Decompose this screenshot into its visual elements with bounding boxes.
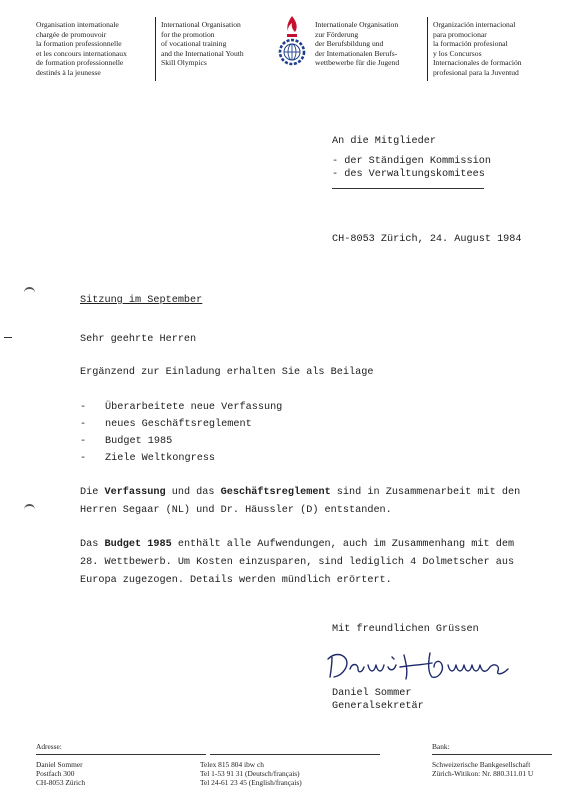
punch-hole-mark (24, 287, 35, 296)
enclosure-item: Budget 1985 (105, 436, 173, 447)
enclosure-item: neues Geschäftsreglement (105, 419, 252, 430)
footer-address-label: Adresse: (36, 742, 62, 751)
text-run: Die (80, 487, 105, 498)
footer-rule (36, 754, 206, 755)
letterhead-line: wettbewerbe für die Jugend (315, 58, 400, 68)
footer-line: Schweizerische Bankgesellschaft (432, 760, 531, 769)
text-run-bold: Budget 1985 (104, 539, 172, 550)
footer-line: Tel 24-61 23 45 (English/français) (200, 778, 302, 788)
paragraph-2-line (80, 539, 514, 550)
enclosure-dash: - (80, 419, 87, 430)
paragraph-1-line: Herren Segaar (NL) und Dr. Häussler (D) entstanden. (80, 505, 392, 516)
fold-mark (4, 337, 12, 338)
dateline: CH-8053 Zürich, 24. August 1984 (332, 234, 522, 245)
enclosure-item: Überarbeitete neue Verfassung (105, 402, 283, 413)
footer-address (36, 760, 85, 788)
enclosure-dash: - (80, 436, 87, 447)
intro-line: Ergänzend zur Einladung erhalten Sie als Beilage (80, 367, 374, 378)
footer-line: Tel 1-53 91 31 (Deutsch/français) (200, 769, 300, 779)
letterhead-line: de formation professionnelle (36, 58, 124, 68)
footer-line: CH-8053 Zürich (36, 778, 86, 788)
letterhead-line: Organización internacional (433, 20, 516, 29)
footer-line: Daniel Sommer (36, 760, 83, 769)
paragraph-2-line: 28. Wettbewerb. Um Kosten einzusparen, sind lediglich 4 Dolmetscher aus (80, 557, 515, 568)
letterhead-spanish (433, 20, 522, 78)
letterhead-line: la formación profesional (433, 39, 508, 49)
letterhead-divider (427, 17, 428, 81)
letterhead-french (36, 20, 127, 78)
text-run: Das (80, 539, 105, 550)
recipient-item: - des Verwaltungskomitees (332, 169, 485, 180)
paragraph-1-line (80, 487, 520, 498)
recipient-item: - der Ständigen Kommission (332, 156, 491, 167)
subject-line: Sitzung im September (80, 295, 203, 306)
letterhead-line: profesional para la Juventud (433, 67, 519, 77)
letterhead-line: para promocionar (433, 29, 487, 39)
handwritten-signature (322, 645, 552, 685)
salutation: Sehr geehrte Herren (80, 334, 197, 345)
letterhead-line: of vocational training (161, 39, 227, 49)
signer-title: Generalsekretär (332, 701, 424, 712)
signer-name: Daniel Sommer (332, 688, 412, 699)
footer-bank-label: Bank: (432, 742, 450, 751)
footer-rule (210, 754, 380, 755)
footer-line: Zürich-Witikon: Nr. 880.311.01 U (432, 769, 534, 779)
letterhead-line: chargée de promouvoir (36, 29, 107, 39)
text-run: sind in Zusammenarbeit mit den (330, 487, 521, 498)
text-run: und das (165, 487, 221, 498)
letterhead-german (315, 20, 399, 68)
letterhead-english (161, 20, 244, 68)
torch-globe-gear-logo (277, 14, 307, 68)
letterhead-line: la formation professionnelle (36, 39, 122, 49)
letterhead-line: and the International Youth (161, 48, 244, 58)
punch-hole-mark (24, 504, 35, 513)
letterhead-line: Skill Olympics (161, 58, 207, 68)
footer-rule (432, 754, 552, 755)
footer-line: Postfach 300 (36, 769, 75, 779)
text-run-bold: Geschäftsreglement (220, 487, 331, 498)
footer-bank (432, 760, 533, 778)
letterhead-line: Internacionales de formación (433, 58, 522, 68)
letterhead-line: International Organisation (161, 20, 241, 29)
letterhead-line: der Internationalen Berufs- (315, 48, 398, 58)
closing-line: Mit freundlichen Grüssen (332, 624, 479, 635)
letterhead-line: for the promotion (161, 29, 215, 39)
recipient-heading: An die Mitglieder (332, 136, 436, 147)
letterhead-line: Internationale Organisation (315, 20, 399, 29)
text-run-bold: Verfassung (104, 487, 166, 498)
letterhead-line: et les concours internationaux (36, 48, 127, 58)
letterhead-line: destinés à la jeunesse (36, 67, 101, 77)
enclosure-item: Ziele Weltkongress (105, 453, 216, 464)
enclosure-dash: - (80, 453, 87, 464)
letterhead-divider (155, 17, 156, 81)
letterhead-line: Organisation internationale (36, 20, 119, 29)
text-run: enthält alle Aufwendungen, auch im Zusammenhang mit dem (171, 539, 515, 550)
enclosure-dash: - (80, 402, 87, 413)
letterhead-line: der Berufsbildung und (315, 39, 384, 49)
footer-line: Telex 815 804 ibw ch (200, 760, 264, 769)
footer-telex (200, 760, 302, 788)
letterhead-line: y los Concursos (433, 48, 482, 58)
recipient-rule (332, 188, 484, 189)
letterhead-line: zur Förderung (315, 29, 359, 39)
paragraph-2-line: Europa zugezogen. Details werden mündlich erörtert. (80, 575, 392, 586)
